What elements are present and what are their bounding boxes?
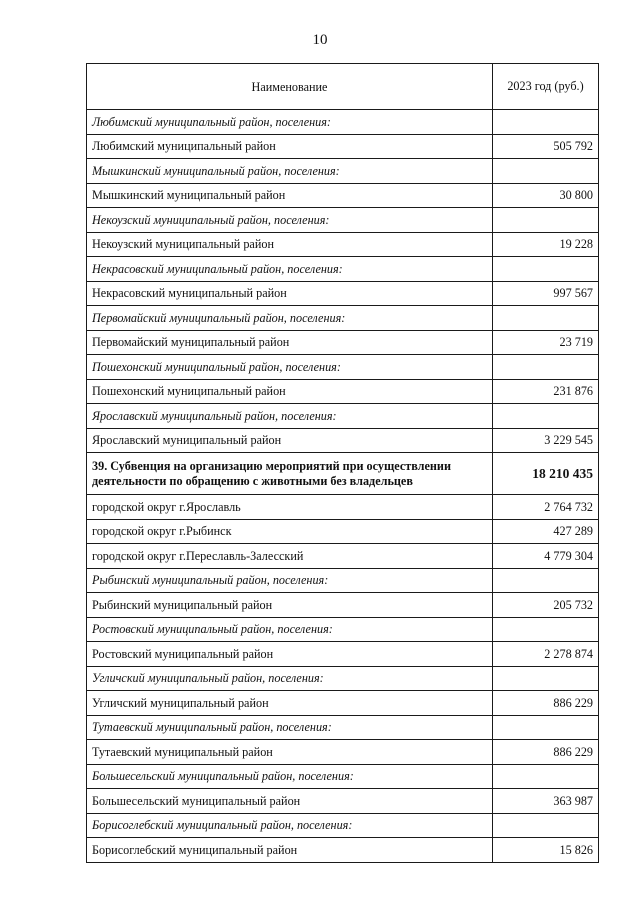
table-row xyxy=(87,544,599,569)
amount-cell: 505 792 xyxy=(493,134,599,159)
table-row xyxy=(87,593,599,618)
group-heading-cell: Угличский муниципальный район, поселения: xyxy=(87,666,493,691)
amount-cell: 2 278 874 xyxy=(493,642,599,667)
name-cell: Мышкинский муниципальный район xyxy=(87,183,493,208)
name-cell: Ростовский муниципальный район xyxy=(87,642,493,667)
amount-cell xyxy=(493,404,599,429)
budget-table xyxy=(86,63,599,863)
table-row xyxy=(87,428,599,453)
group-heading-row xyxy=(87,813,599,838)
group-heading-row xyxy=(87,764,599,789)
amount-cell xyxy=(493,813,599,838)
section-title-cell: 39. Субвенция на организацию мероприятий при осуществлении деятельности по обращению с животными без владельцев xyxy=(87,453,493,495)
amount-cell: 231 876 xyxy=(493,379,599,404)
amount-cell xyxy=(493,715,599,740)
name-cell: Некоузский муниципальный район xyxy=(87,232,493,257)
amount-cell: 2 764 732 xyxy=(493,495,599,520)
table-row xyxy=(87,495,599,520)
group-heading-row xyxy=(87,159,599,184)
name-cell: Первомайский муниципальный район xyxy=(87,330,493,355)
table-row xyxy=(87,281,599,306)
table-row xyxy=(87,379,599,404)
group-heading-cell: Тутаевский муниципальный район, поселения: xyxy=(87,715,493,740)
amount-cell xyxy=(493,568,599,593)
group-heading-cell: Пошехонский муниципальный район, поселения: xyxy=(87,355,493,380)
amount-cell xyxy=(493,617,599,642)
table-row xyxy=(87,838,599,863)
group-heading-row xyxy=(87,617,599,642)
group-heading-row xyxy=(87,715,599,740)
name-cell: городской округ г.Ярославль xyxy=(87,495,493,520)
amount-cell xyxy=(493,159,599,184)
table-header xyxy=(87,64,599,110)
table-row xyxy=(87,691,599,716)
amount-cell: 886 229 xyxy=(493,740,599,765)
group-heading-row xyxy=(87,208,599,233)
name-cell: Тутаевский муниципальный район xyxy=(87,740,493,765)
amount-cell xyxy=(493,257,599,282)
group-heading-cell: Некоузский муниципальный район, поселения: xyxy=(87,208,493,233)
group-heading-row xyxy=(87,257,599,282)
table-row xyxy=(87,519,599,544)
amount-cell: 23 719 xyxy=(493,330,599,355)
table-row xyxy=(87,789,599,814)
name-cell: Большесельский муниципальный район xyxy=(87,789,493,814)
group-heading-cell: Мышкинский муниципальный район, поселения: xyxy=(87,159,493,184)
amount-cell: 3 229 545 xyxy=(493,428,599,453)
group-heading-row xyxy=(87,110,599,135)
group-heading-row xyxy=(87,355,599,380)
table-row xyxy=(87,330,599,355)
group-heading-cell: Ярославский муниципальный район, поселения: xyxy=(87,404,493,429)
group-heading-cell: Большесельский муниципальный район, поселения: xyxy=(87,764,493,789)
amount-cell: 997 567 xyxy=(493,281,599,306)
table-row xyxy=(87,134,599,159)
name-cell: Некрасовский муниципальный район xyxy=(87,281,493,306)
amount-cell: 30 800 xyxy=(493,183,599,208)
group-heading-cell: Борисоглебский муниципальный район, поселения: xyxy=(87,813,493,838)
group-heading-row xyxy=(87,666,599,691)
header-row xyxy=(87,64,599,110)
name-cell: Ярославский муниципальный район xyxy=(87,428,493,453)
group-heading-cell: Ростовский муниципальный район, поселения: xyxy=(87,617,493,642)
amount-cell: 886 229 xyxy=(493,691,599,716)
group-heading-cell: Некрасовский муниципальный район, поселения: xyxy=(87,257,493,282)
amount-cell xyxy=(493,764,599,789)
table-row xyxy=(87,642,599,667)
section-row xyxy=(87,453,599,495)
table-row xyxy=(87,232,599,257)
name-cell: Пошехонский муниципальный район xyxy=(87,379,493,404)
amount-cell xyxy=(493,110,599,135)
header-name: Наименование xyxy=(87,64,493,110)
amount-cell: 363 987 xyxy=(493,789,599,814)
group-heading-row xyxy=(87,306,599,331)
group-heading-row xyxy=(87,568,599,593)
name-cell: Рыбинский муниципальный район xyxy=(87,593,493,618)
amount-cell: 4 779 304 xyxy=(493,544,599,569)
section-total-cell: 18 210 435 xyxy=(493,453,599,495)
name-cell: Любимский муниципальный район xyxy=(87,134,493,159)
amount-cell: 19 228 xyxy=(493,232,599,257)
table-row xyxy=(87,183,599,208)
amount-cell: 205 732 xyxy=(493,593,599,618)
amount-cell xyxy=(493,666,599,691)
group-heading-cell: Рыбинский муниципальный район, поселения: xyxy=(87,568,493,593)
name-cell: городской округ г.Переславль-Залесский xyxy=(87,544,493,569)
group-heading-cell: Первомайский муниципальный район, поселения: xyxy=(87,306,493,331)
group-heading-cell: Любимский муниципальный район, поселения: xyxy=(87,110,493,135)
group-heading-row xyxy=(87,404,599,429)
amount-cell: 15 826 xyxy=(493,838,599,863)
table-body xyxy=(87,110,599,863)
name-cell: Борисоглебский муниципальный район xyxy=(87,838,493,863)
amount-cell: 427 289 xyxy=(493,519,599,544)
page-number: 10 xyxy=(312,32,328,48)
amount-cell xyxy=(493,355,599,380)
amount-cell xyxy=(493,306,599,331)
header-amount: 2023 год (руб.) xyxy=(493,64,599,110)
amount-cell xyxy=(493,208,599,233)
table-row xyxy=(87,740,599,765)
name-cell: городской округ г.Рыбинск xyxy=(87,519,493,544)
name-cell: Угличский муниципальный район xyxy=(87,691,493,716)
